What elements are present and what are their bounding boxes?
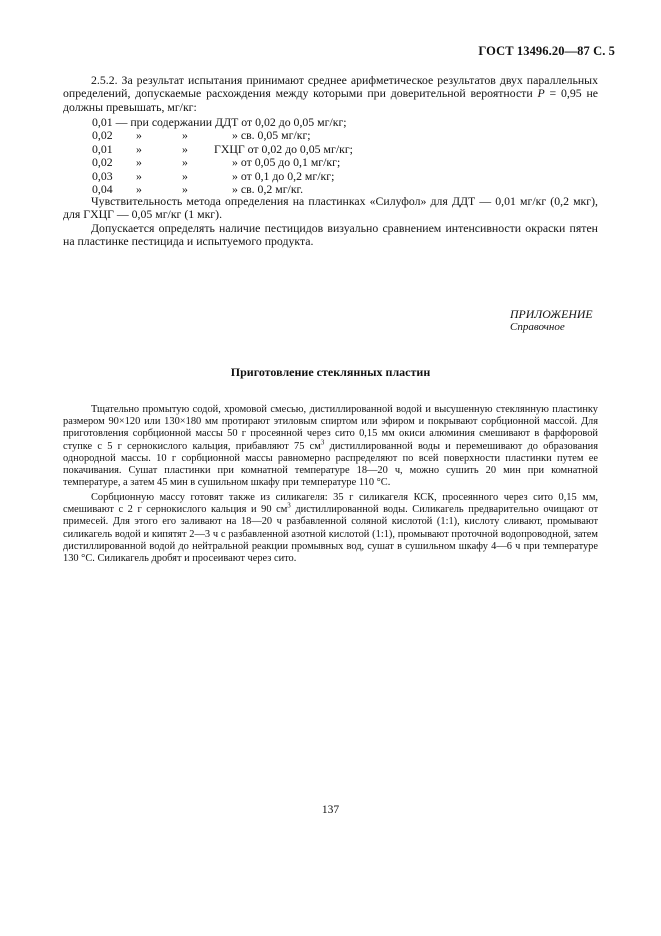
- appendix-label: ПРИЛОЖЕНИЕ: [510, 307, 593, 321]
- ditto-mark: »: [182, 168, 188, 183]
- p-symbol: P: [537, 86, 545, 101]
- ditto-mark: »: [182, 128, 188, 143]
- appendix-label-block: [510, 308, 593, 334]
- page-number: 137: [321, 804, 340, 816]
- limit-value: 0,03: [92, 168, 113, 183]
- limit-condition: ГХЦГ от 0,02 до 0,05 мг/кг;: [214, 141, 353, 156]
- visual-detection-paragraph: Допускается определять наличие пестицидов визуально сравнением интенсивности окраски пятен на пластинке пестицида и испытуемого продукта.: [63, 221, 598, 249]
- limit-value: 0,04: [92, 181, 113, 196]
- ditto-mark: »: [182, 141, 188, 156]
- limit-value: 0,02: [92, 155, 113, 170]
- limit-row: [92, 129, 392, 142]
- limit-value: 0,02: [92, 128, 113, 143]
- paragraph-text: Тщательно промытую содой, хромовой смесью, дистиллированной водой и высушенную стеклянную пластинку размером 90×120 или 130×180 мм протирают этиловым спиртом или эфиром и покрывают сорбционной массой. Для приготовления сорбционной массы 50 г просеянной через сито 0,15 мм окиси алюминия смешивают в фарфоровой ступке с 5 г сернокислого кальция, прибавляют 75 см: [63, 404, 598, 452]
- limit-row: [92, 170, 392, 183]
- ditto-mark: »: [136, 155, 142, 170]
- ditto-mark: »: [136, 128, 142, 143]
- limit-row: [92, 156, 392, 169]
- clause-tail: = 0,95 не должны превышать, мг/кг:: [63, 86, 598, 114]
- limit-row: [92, 116, 392, 129]
- appendix-type: Справочное: [510, 321, 565, 333]
- limit-condition: » от 0,05 до 0,1 мг/кг;: [232, 155, 341, 170]
- clause-2-5-2: [63, 74, 598, 114]
- ditto-mark: »: [182, 181, 188, 196]
- limit-condition: » св. 0,05 мг/кг;: [232, 128, 311, 143]
- silica-gel-paragraph: [63, 492, 598, 565]
- limit-condition: » от 0,1 до 0,2 мг/кг;: [232, 168, 335, 183]
- paragraph-text: Сорбционную массу готовят также из силикагеля: 35 г силикагеля КСК, просеянного через сито 0,15 мм, смешивают с 2 г сернокислого кальция и 90 см: [63, 492, 598, 516]
- limit-value: 0,01: [92, 141, 113, 156]
- plate-preparation-paragraph: [63, 404, 598, 489]
- paragraph-text: дистиллированной воды и перемешивают до образования однородной массы. 10 г сорбционной массы равномерно распределяют по всей поверхности пластинки путем ее покачивания. Сушат пластинки при комнатной температуре 18—20 ч, можно сушить 20 мин при комнатной температуре, а затем 45 мин в сушильном шкафу при температуре 110 °С.: [63, 440, 598, 489]
- sensitivity-paragraph: Чувствительность метода определения на пластинках «Силуфол» для ДДТ — 0,01 мг/кг (0,2 мкг), для ГХЦГ — 0,05 мг/кг (1 мкг).: [63, 194, 598, 222]
- limit-row: [92, 143, 392, 156]
- ditto-mark: »: [182, 155, 188, 170]
- ditto-mark: »: [136, 141, 142, 156]
- section-title: Приготовление стеклянных пластин: [230, 365, 431, 379]
- limits-list: [92, 116, 392, 196]
- paragraph-text: дистиллированной воды. Силикагель предварительно очищают от примесей. Для этого его заливают на 18—20 ч разбавленной соляной кислотой (1:1), кислоту сливают, промывают силикагель водой и кипятят 2—3 ч с разбавленной азотной кислотой (1:1), промывают проточной водопроводной, затем дистиллированной водой до нейтральной реакции промывных вод, сушат в сушильном шкафу 4—6 ч при температуре 130 °С. Силикагель дробят и просеивают через сито.: [63, 504, 598, 565]
- limit-row-text: 0,01 — при содержании ДДТ от 0,02 до 0,05 мг/кг;: [92, 115, 347, 129]
- superscript: 3: [287, 501, 291, 510]
- clause-text: 2.5.2. За результат испытания принимают среднее арифметическое результатов двух параллельных определений, допускаемые расхождения между которыми при доверительной вероятности: [63, 73, 598, 101]
- page-header: ГОСТ 13496.20—87 С. 5: [478, 44, 615, 58]
- ditto-mark: »: [136, 168, 142, 183]
- ditto-mark: »: [136, 181, 142, 196]
- limit-condition: » св. 0,2 мг/кг.: [232, 181, 304, 196]
- superscript: 3: [320, 438, 325, 447]
